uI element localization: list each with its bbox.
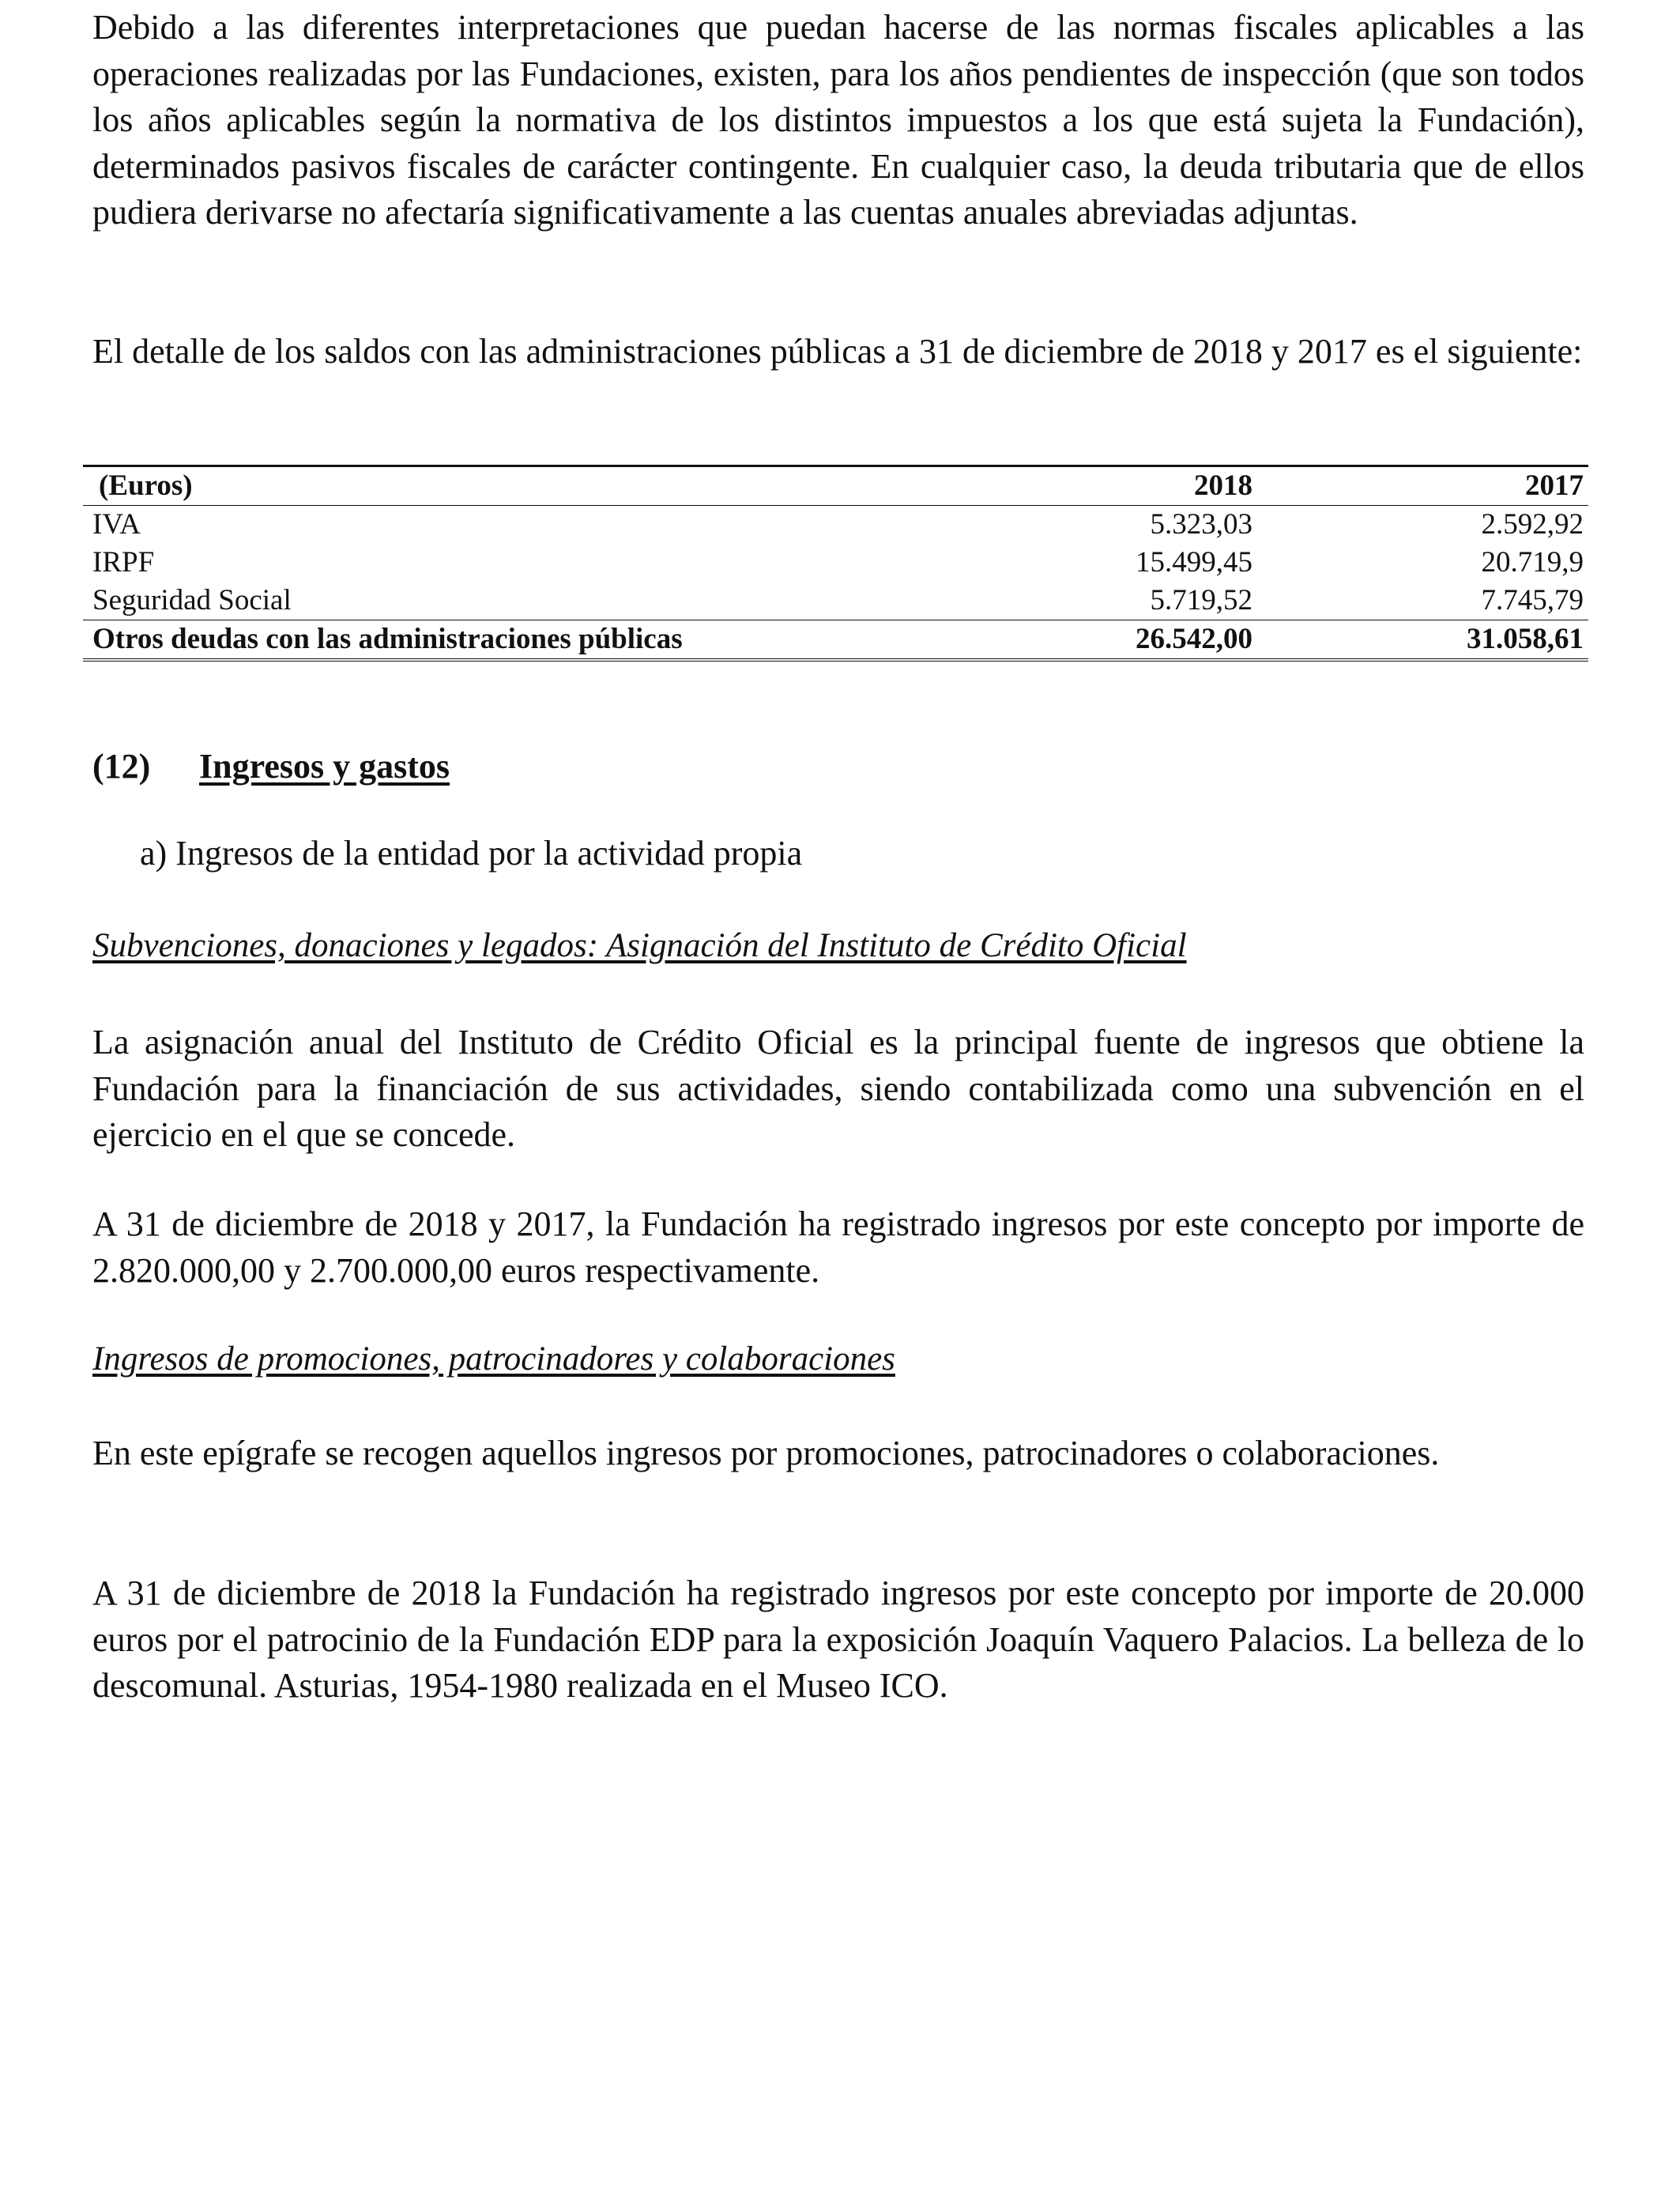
- row-label: IRPF: [92, 546, 155, 579]
- table-total-row: [83, 620, 1588, 661]
- row-value-2017: 20.719,9: [1481, 546, 1584, 579]
- row-value-2017: 2.592,92: [1252, 506, 1588, 545]
- total-label: Otros deudas con las administraciones públicas: [83, 620, 897, 661]
- total-value-2018: 26.542,00: [897, 620, 1252, 661]
- row-label: IVA: [83, 506, 897, 545]
- row-value-2018: 5.323,03: [897, 506, 1252, 545]
- row-label: Seguridad Social: [92, 584, 292, 616]
- section-number: (12): [92, 747, 151, 786]
- paragraph-ico-amounts: A 31 de diciembre de 2018 y 2017, la Fundación ha registrado ingresos por este concepto por importe de 2.820.000,00 y 2.700.000,00 euros respectivamente.: [92, 1204, 1584, 1290]
- table-row: [83, 544, 1588, 582]
- paragraph-promotions-description: En este epígrafe se recogen aquellos ingresos por promociones, patrocinadores o colaboraciones.: [92, 1434, 1440, 1472]
- paragraph-ico-allocation: La asignación anual del Instituto de Crédito Oficial es la principal fuente de ingresos que obtiene la Fundación para la financiación de sus actividades, siendo contabilizada como una subvención en el ejercicio en el que se concede.: [92, 1023, 1584, 1154]
- subsection-heading: a) Ingresos de la entidad por la actividad propia: [140, 834, 803, 873]
- heading-promotions: Ingresos de promociones, patrocinadores y colaboraciones: [92, 1340, 895, 1378]
- heading-ico-subsidies: Subvenciones, donaciones y legados: Asignación del Instituto de Crédito Oficial: [92, 927, 1187, 964]
- table-header-label: (Euros): [99, 469, 193, 502]
- table-row: [83, 506, 1588, 545]
- row-value-2018: 15.499,45: [1136, 546, 1252, 579]
- public-administration-balances-table: [83, 465, 1588, 662]
- row-value-2017: 7.745,79: [1481, 584, 1584, 616]
- section-title: Ingresos y gastos: [199, 747, 450, 786]
- table-header-row: [83, 466, 1588, 506]
- section-heading: [92, 746, 450, 786]
- table-header-2018: 2018: [1194, 469, 1252, 502]
- table-header-2017: 2017: [1525, 469, 1584, 502]
- row-value-2018: 5.719,52: [1150, 584, 1252, 616]
- table-row: [83, 582, 1588, 620]
- total-value-2017: 31.058,61: [1252, 620, 1588, 661]
- paragraph-promotions-amounts: A 31 de diciembre de 2018 la Fundación ha registrado ingresos por este concepto por importe de 20.000 euros por el patrocinio de la Fundación EDP para la exposición Joaquín Vaquero Palacios. La belleza de lo descomunal. Asturias, 1954-1980 realizada en el Museo ICO.: [92, 1574, 1584, 1705]
- paragraph-balances-intro: El detalle de los saldos con las administraciones públicas a 31 de diciembre de 2018 y 2017 es el siguiente:: [92, 332, 1583, 371]
- paragraph-fiscal-contingencies: Debido a las diferentes interpretaciones que puedan hacerse de las normas fiscales aplicables a las operaciones realizadas por las Fundaciones, existen, para los años pendientes de inspección (que son todos los años aplicables según la normativa de los distintos impuestos a los que está sujeta la Fundación), determinados pasivos fiscales de carácter contingente. En cualquier caso, la deuda tributaria que de ellos pudiera derivarse no afectaría significativamente a las cuentas anuales abreviadas adjuntas.: [92, 8, 1584, 232]
